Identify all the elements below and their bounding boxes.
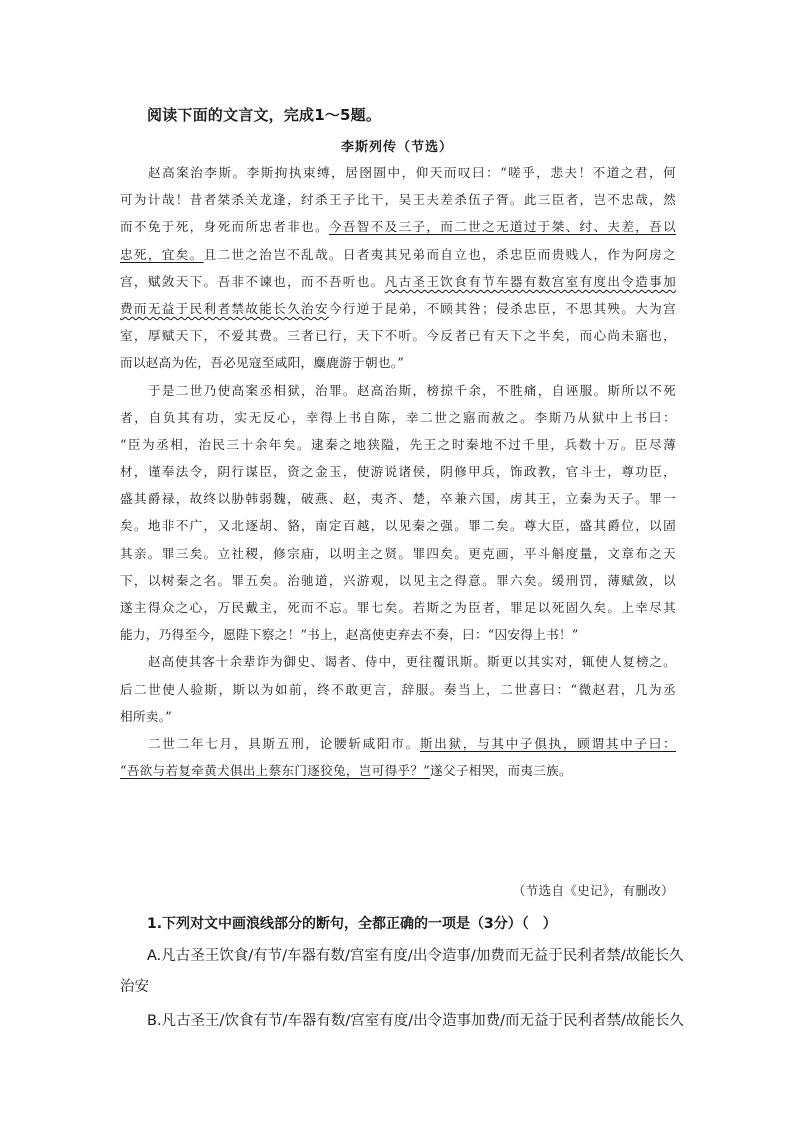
passage-line <box>120 757 676 784</box>
passage-line <box>120 322 676 349</box>
text-run: 盛其爵禄，故终以胁韩弱魏，破燕、赵，夷齐、楚，卒兼六国，虏其王，立秦为天子。罪一 <box>120 491 676 507</box>
text-run: 于是二世乃使高案丞相狱，治罪。赵高治斯，榜掠千余，不胜痛，自诬服。斯所以不死 <box>148 382 676 398</box>
text-run: 且二世之治岂不乱哉。日者夷其兄弟而自立也，杀忠臣而贵贱人，作为阿房之 <box>203 246 676 262</box>
text-run: 相所卖。” <box>120 708 173 724</box>
text-run: “臣为丞相，治民三十余年矣。逮秦之地狭隘，先王之时秦地不过千里，兵数十万。臣尽薄 <box>120 436 676 452</box>
passage-line <box>120 648 676 675</box>
text-run: 后二世使人验斯，斯以为如前，终不敢更言，辞服。奏当上，二世喜曰：“微赵君，几为丞 <box>120 681 676 697</box>
passage-line <box>120 512 676 539</box>
text-run: 赵高案治李斯。李斯拘执束缚，居囹圄中，仰天而叹曰：“嗟乎，悲夫！不道之君，何 <box>148 165 676 180</box>
text-run: 者，自负其有功，实无反心，幸得上书自陈，幸二世之寤而赦之。李斯乃从狱中上书曰： <box>120 409 676 425</box>
underlined-sentence: 今吾智不及三子，而二世之无道过于桀、纣、夫差，吾以 <box>328 219 677 235</box>
passage-line <box>120 431 676 458</box>
passage-line <box>120 730 676 757</box>
passage-line <box>120 349 676 376</box>
text-run: 下，以树秦之名。罪五矣。治驰道，兴游观，以见主之得意。罪六矣。缓刑罚，薄赋敛，以 <box>120 572 676 588</box>
source-note: （节选自《史记》，有删改） <box>512 883 674 898</box>
text-run: 室，厚赋天下，不爱其费。三者已行，天下不听。今反者已有天下之半矣，而心尚未寤也， <box>120 328 676 344</box>
passage-line <box>120 404 676 431</box>
text-run: 能力，乃得至今，愿陛下察之！”书上，赵高使吏弃去不奏，曰：“囚安得上书！” <box>120 627 579 643</box>
passage-line <box>120 621 676 648</box>
text-run: 遂父子相哭，而夷三族。 <box>430 763 572 779</box>
underlined-sentence: “吾欲与若复牵黄犬俱出上蔡东门逐狡兔，岂可得乎？” <box>120 763 431 779</box>
text-run: 矣。地非不广，又北逐胡、貉，南定百越，以见秦之强。罪二矣。尊大臣，盛其爵位，以固 <box>120 518 676 534</box>
passage-line <box>120 676 676 703</box>
text-run: 而以赵高为佐，吾必见寇至咸阳，麋鹿游于朝也。” <box>120 355 405 371</box>
option-a[interactable]: A.凡古圣王饮食/有节/车器有数/宫室有度/出令造事/加费而无益于民利者禁/故能长久 <box>147 948 684 964</box>
option-a-continued: 治安 <box>120 979 149 995</box>
text-run: 宫，赋敛天下。吾非不谏也，而不吾听也。 <box>120 273 385 289</box>
passage-line <box>120 159 676 186</box>
passage-title: 李斯列传（节选） <box>340 140 453 155</box>
text-run: 可为计哉！昔者桀杀关龙逢，纣杀王子比干，吴王夫差杀伍子胥。此三臣者，岂不忠哉，然 <box>120 192 676 208</box>
underlined-sentence: 斯出狱，与其中子俱执，顾谓其中子曰： <box>419 735 676 751</box>
passage-line <box>120 458 676 485</box>
text-run: 遂主得众之心，万民戴主，死而不忘。罪七矣。若斯之为臣者，罪足以死固久矣。上幸尽其 <box>120 600 676 615</box>
passage-line <box>120 377 676 404</box>
passage-line <box>120 594 676 621</box>
passage-line <box>120 703 676 730</box>
section-heading: 阅读下面的文言文，完成1～5题。 <box>147 106 382 124</box>
passage-line <box>120 540 676 567</box>
wavy-underlined-sentence: 凡古圣王饮食有节车器有数宫室有度出令造事加 <box>384 273 676 289</box>
text-run: 其亲。罪三矣。立社稷，修宗庙，以明主之贤。罪四矣。更克画，平斗斛度量，文章布之天 <box>120 545 676 561</box>
passage-line <box>120 186 676 213</box>
passage-line <box>120 268 676 295</box>
passage-line <box>120 295 676 322</box>
passage-line <box>120 213 676 240</box>
passage-text <box>120 159 676 784</box>
passage-line <box>120 567 676 594</box>
text-run: 二世二年七月，具斯五刑，论腰斩咸阳市。 <box>148 735 420 751</box>
underlined-sentence: 忠死，宜矣。 <box>120 246 204 262</box>
wavy-underlined-sentence: 费而无益于民利者禁故能长久治安 <box>120 300 329 316</box>
question-1: 1.下列对文中画浪线部分的断句，全都正确的一项是（3分）（ ） <box>147 916 557 932</box>
text-run: 今行逆于昆弟，不顾其咎；侵杀忠臣，不思其殃。大为宫 <box>328 300 677 316</box>
text-run: 材，谨奉法令，阴行谋臣，资之金玉，使游说诸侯，阴修甲兵，饰政教，官斗士，尊功臣， <box>120 464 676 480</box>
text-run: 而不免于死，身死而所忠者非也。 <box>120 219 329 235</box>
passage-line <box>120 485 676 512</box>
text-run: 赵高使其客十余辈诈为御史、谒者、侍中，更往覆讯斯。斯更以其实对，辄使人复榜之。 <box>148 654 676 670</box>
passage-line <box>120 241 676 268</box>
option-b[interactable]: B.凡古圣王/饮食有节/车器有数/宫室有度/出令造事加费/而无益于民利者禁/故能长久 <box>147 1013 684 1029</box>
